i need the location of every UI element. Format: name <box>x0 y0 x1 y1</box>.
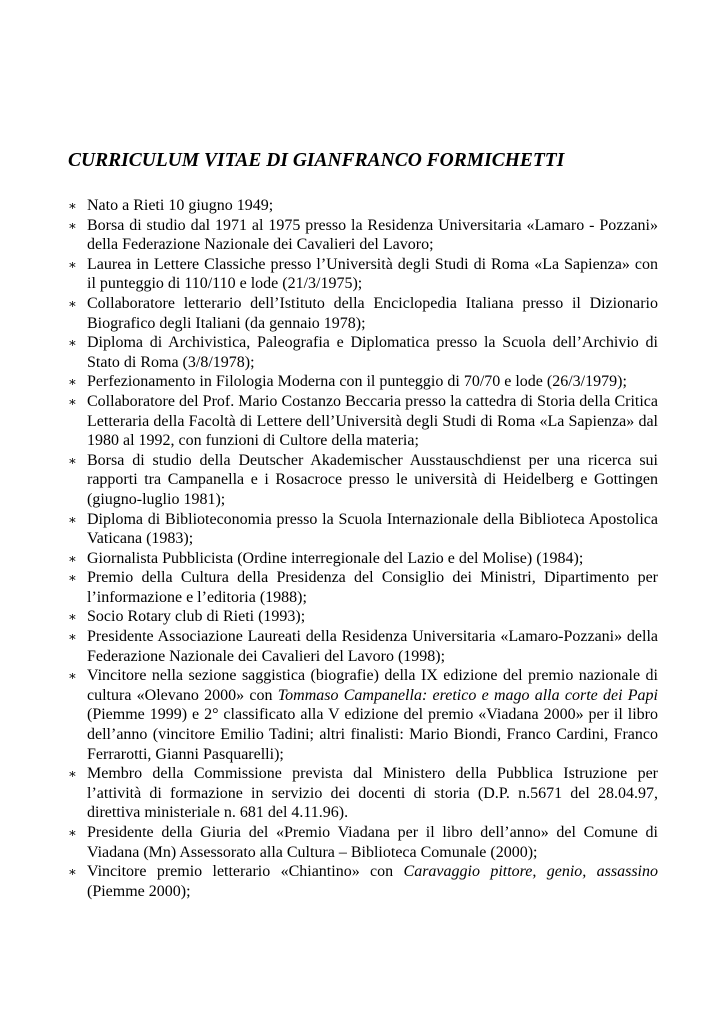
list-item <box>68 451 658 510</box>
list-item <box>68 862 658 901</box>
bullet-asterisk-icon: ∗ <box>68 374 77 390</box>
item-text: Borsa di studio della Deutscher Akademischer Ausstauschdienst per una ricerca sui rapporti tra Campanella e i Rosacroce presso le università di Heidelberg e Gottingen (giugno-luglio 1981); <box>87 451 658 508</box>
item-text: Giornalista Pubblicista (Ordine interregionale del Lazio e del Molise) (1984); <box>87 549 584 567</box>
book-title-italic: Tommaso Campanella: eretico e mago alla corte dei Papi <box>277 686 659 704</box>
list-item <box>68 823 658 862</box>
item-text: (Piemme 2000); <box>87 882 191 900</box>
item-text: Premio della Cultura della Presidenza del Consiglio dei Ministri, Dipartimento per l’informazione e l’editoria (1988); <box>87 569 658 606</box>
list-item <box>68 510 658 549</box>
list-item <box>68 294 658 333</box>
bullet-asterisk-icon: ∗ <box>68 766 77 782</box>
bullet-asterisk-icon: ∗ <box>68 570 77 586</box>
list-item <box>68 607 658 627</box>
list-item <box>68 666 658 764</box>
item-text: Nato a Rieti 10 giugno 1949; <box>87 197 274 214</box>
bullet-asterisk-icon: ∗ <box>68 217 77 233</box>
list-item <box>68 392 658 451</box>
bullet-asterisk-icon: ∗ <box>68 609 77 625</box>
document-title: CURRICULUM VITAE DI GIANFRANCO FORMICHETTI <box>68 150 565 171</box>
item-text: Vincitore nella sezione saggistica (biografie) della IX edizione del premio nazionale di cultura «Olevano 2000» con <box>87 667 658 704</box>
bullet-asterisk-icon: ∗ <box>68 335 77 351</box>
bullet-asterisk-icon: ∗ <box>68 550 77 566</box>
list-item <box>68 549 658 569</box>
bullet-asterisk-icon: ∗ <box>68 256 77 272</box>
list-item <box>68 255 658 294</box>
list-item <box>68 196 658 216</box>
item-text: Perfezionamento in Filologia Moderna con il punteggio di 70/70 e lode (26/3/1979); <box>87 373 627 391</box>
item-text: Borsa di studio dal 1971 al 1975 presso la Residenza Universitaria «Lamaro - Pozzani» della Federazione Nazionale dei Cavalieri del Lavoro; <box>87 216 658 254</box>
item-text: Membro della Commissione prevista dal Ministero della Pubblica Istruzione per l’attività di formazione in servizio dei docenti di storia (D.P. n.5671 del 28.04.97, direttiva ministeriale n. 681 del 4.11.96). <box>87 765 658 822</box>
list-item <box>68 568 658 607</box>
item-text: Presidente Associazione Laureati della Residenza Universitaria «Lamaro-Pozzani» della Federazione Nazionale dei Cavalieri del Lavoro (1998); <box>87 628 658 665</box>
bullet-asterisk-icon: ∗ <box>68 393 77 409</box>
bullet-asterisk-icon: ∗ <box>68 295 77 311</box>
list-item <box>68 216 658 255</box>
item-text: Socio Rotary club di Rieti (1993); <box>87 608 306 626</box>
list-item <box>68 627 658 666</box>
item-text: (Piemme 1999) e 2° classificato alla V edizione del premio «Viadana 2000» per il libro dell’anno (vincitore Emilio Tadini; altri finalisti: Mario Biondi, Franco Cardini, Franco Ferrarotti, Gianni Pasquarelli); <box>87 706 658 763</box>
book-title-italic: Caravaggio pittore, genio, assassino <box>403 863 658 881</box>
item-text: Collaboratore del Prof. Mario Costanzo Beccaria presso la cattedra di Storia della Critica Letteraria della Facoltà di Lettere dell’Università degli Studi di Roma «La Sapienza» dal 1980 al 1992, con funzioni di Cultore della materia; <box>87 392 658 450</box>
item-text: Vincitore premio letterario «Chiantino» con <box>87 863 404 881</box>
bullet-asterisk-icon: ∗ <box>68 452 77 468</box>
bullet-asterisk-icon: ∗ <box>68 629 77 645</box>
bullet-asterisk-icon: ∗ <box>68 825 77 840</box>
item-text: Diploma di Biblioteconomia presso la Scuola Internazionale della Biblioteca Apostolica Vaticana (1983); <box>87 510 658 548</box>
bullet-asterisk-icon: ∗ <box>68 511 77 527</box>
item-text: Diploma di Archivistica, Paleografia e Diplomatica presso la Scuola dell’Archivio di Stato di Roma (3/8/1978); <box>87 334 658 371</box>
item-text: Presidente della Giuria del «Premio Viadana per il libro dell’anno» del Comune di Viadana (Mn) Assessorato alla Cultura – Biblioteca Comunale (2000); <box>87 824 658 861</box>
bullet-asterisk-icon: ∗ <box>68 864 77 880</box>
bullet-asterisk-icon: ∗ <box>68 668 77 684</box>
bullet-asterisk-icon: ∗ <box>68 198 77 213</box>
list-item <box>68 333 658 372</box>
list-item <box>68 372 658 392</box>
item-text: Collaboratore letterario dell’Istituto della Enciclopedia Italiana presso il Dizionario Biografico degli Italiani (da gennaio 1978); <box>87 294 658 332</box>
list-item <box>68 764 658 823</box>
cv-list <box>68 196 658 901</box>
item-text: Laurea in Lettere Classiche presso l’Università degli Studi di Roma «La Sapienza» con il punteggio di 110/110 e lode (21/3/1975); <box>87 255 658 293</box>
